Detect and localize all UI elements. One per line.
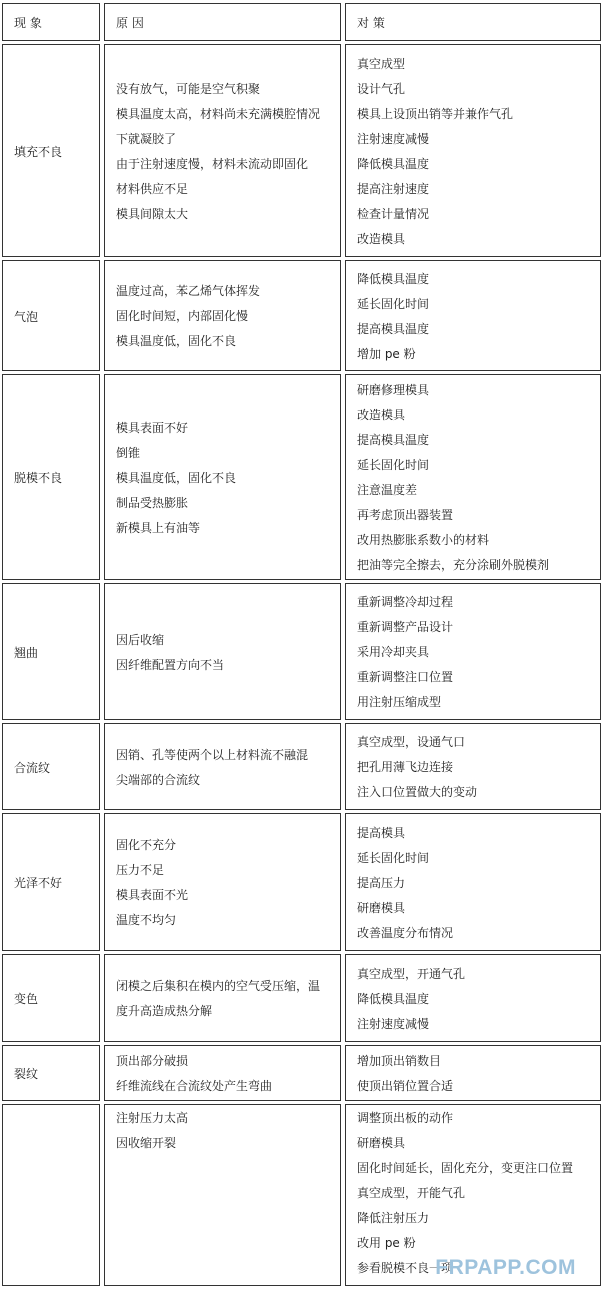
solution-line: 改造模具 (357, 232, 406, 246)
phenomenon-cell (2, 1104, 100, 1286)
cause-line: 顶出部分破损 (116, 1054, 189, 1068)
phenomenon-label: 填充不良 (14, 145, 63, 159)
solution-line: 真空成型 (357, 57, 406, 71)
phenomenon-cell (2, 260, 100, 371)
phenomenon-cell (2, 954, 100, 1042)
solution-line: 改用 pe 粉 (357, 1236, 416, 1250)
solution-line: 真空成型，设通气口 (357, 735, 466, 749)
solution-line: 改用热膨胀系数小的材料 (357, 533, 490, 547)
header-solution-label: 对 策 (357, 16, 385, 30)
phenomenon-cell (2, 1045, 100, 1101)
solution-line: 重新调整产品设计 (357, 620, 454, 634)
cause-line: 注射压力太高 (116, 1111, 189, 1125)
solution-line: 模具上设顶出销等并兼作气孔 (357, 107, 514, 121)
solution-line: 改造模具 (357, 408, 406, 422)
solution-line: 降低模具温度 (357, 157, 430, 171)
cause-line: 温度过高，苯乙烯气体挥发 (116, 284, 261, 298)
cause-line: 因纤维配置方向不当 (116, 658, 225, 672)
phenomenon-label: 合流纹 (14, 761, 51, 775)
cause-line: 由于注射速度慢，材料未流动即固化 (116, 157, 309, 171)
cause-cell (104, 813, 341, 951)
cause-line: 下就凝胶了 (116, 132, 177, 146)
solution-line: 重新调整冷却过程 (357, 595, 454, 609)
cause-line: 制品受热膨胀 (116, 496, 189, 510)
solution-line: 研磨模具 (357, 1136, 406, 1150)
solution-line: 降低模具温度 (357, 272, 430, 286)
solution-line: 真空成型，开能气孔 (357, 1186, 466, 1200)
cause-line: 模具温度低，固化不良 (116, 334, 237, 348)
solution-line: 使顶出销位置合适 (357, 1079, 454, 1093)
solution-cell (345, 813, 601, 951)
solution-cell (345, 44, 601, 257)
solution-line: 提高模具温度 (357, 322, 430, 336)
solution-line: 提高模具 (357, 826, 406, 840)
solution-line: 注射速度减慢 (357, 132, 430, 146)
solution-line: 研磨修理模具 (357, 383, 430, 397)
cause-cell (104, 1045, 341, 1101)
cause-line: 新模具上有油等 (116, 521, 201, 535)
phenomenon-cell (2, 723, 100, 810)
cause-cell (104, 260, 341, 371)
cause-cell (104, 954, 341, 1042)
solution-cell (345, 374, 601, 580)
phenomenon-label: 气泡 (14, 310, 39, 324)
header-cause-label: 原 因 (116, 16, 144, 30)
cause-line: 模具温度低，固化不良 (116, 471, 237, 485)
solution-line: 研磨模具 (357, 901, 406, 915)
solution-line: 设计气孔 (357, 82, 406, 96)
cause-cell (104, 583, 341, 720)
phenomenon-cell (2, 583, 100, 720)
solution-line: 提高压力 (357, 876, 406, 890)
cause-line: 模具表面不光 (116, 888, 189, 902)
phenomenon-label: 光泽不好 (14, 876, 63, 890)
phenomenon-cell (2, 44, 100, 257)
solution-line: 提高注射速度 (357, 182, 430, 196)
solution-line: 采用冷却夹具 (357, 645, 430, 659)
cause-line: 模具表面不好 (116, 421, 189, 435)
header-solution (345, 3, 601, 41)
cause-line: 因收缩开裂 (116, 1136, 177, 1150)
cause-line: 闭模之后集积在模内的空气受压缩，温 (116, 979, 321, 993)
cause-line: 纤维流线在合流纹处产生弯曲 (116, 1079, 273, 1093)
cause-line: 因后收缩 (116, 633, 165, 647)
cause-line: 模具间隙太大 (116, 207, 189, 221)
solution-line: 延长固化时间 (357, 851, 430, 865)
solution-line: 改善温度分布情况 (357, 926, 454, 940)
cause-cell (104, 44, 341, 257)
solution-line: 用注射压缩成型 (357, 695, 442, 709)
cause-cell (104, 723, 341, 810)
header-cause (104, 3, 341, 41)
solution-line: 再考虑顶出器装置 (357, 508, 454, 522)
solution-line: 增加顶出销数目 (357, 1054, 442, 1068)
solution-line: 注入口位置做大的变动 (357, 785, 478, 799)
cause-line: 模具温度太高，材料尚未充满模腔情况 (116, 107, 321, 121)
cause-line: 因销、孔等使两个以上材料流不融混 (116, 748, 309, 762)
solution-line: 调整顶出板的动作 (357, 1111, 454, 1125)
phenomenon-label: 翘曲 (14, 646, 39, 660)
solution-line: 降低注射压力 (357, 1211, 430, 1225)
cause-line: 材料供应不足 (116, 182, 189, 196)
solution-line: 延长固化时间 (357, 458, 430, 472)
solution-cell (345, 954, 601, 1042)
solution-line: 注射速度减慢 (357, 1017, 430, 1031)
phenomenon-label: 脱模不良 (14, 471, 63, 485)
solution-line: 注意温度差 (357, 483, 418, 497)
cause-line: 倒锥 (116, 446, 141, 460)
cause-line: 尖端部的合流纹 (116, 773, 201, 787)
solution-line: 把孔用薄飞边连接 (357, 760, 454, 774)
solution-line: 检查计量情况 (357, 207, 430, 221)
solution-line: 重新调整注口位置 (357, 670, 454, 684)
solution-line: 真空成型，开通气孔 (357, 967, 466, 981)
solution-line: 延长固化时间 (357, 297, 430, 311)
solution-line: 把油等完全擦去，充分涂刷外脱模剂 (357, 558, 550, 572)
cause-line: 压力不足 (116, 863, 165, 877)
solution-line: 降低模具温度 (357, 992, 430, 1006)
solution-cell (345, 1045, 601, 1101)
phenomenon-label: 裂纹 (14, 1067, 39, 1081)
cause-line: 固化时间短，内部固化慢 (116, 309, 249, 323)
solution-cell (345, 723, 601, 810)
solution-cell (345, 583, 601, 720)
solution-line: 参看脱模不良一项 (357, 1261, 454, 1275)
phenomenon-cell (2, 813, 100, 951)
cause-line: 没有放气，可能是空气积聚 (116, 82, 261, 96)
cause-cell (104, 1104, 341, 1286)
cause-line: 度升高造成热分解 (116, 1004, 213, 1018)
header-phenomenon-label: 现 象 (14, 16, 42, 30)
phenomenon-cell (2, 374, 100, 580)
solution-line: 增加 pe 粉 (357, 347, 416, 361)
solution-line: 提高模具温度 (357, 433, 430, 447)
cause-cell (104, 374, 341, 580)
solution-cell (345, 260, 601, 371)
cause-line: 温度不均匀 (116, 913, 177, 927)
watermark: FRPAPP.COM (435, 1256, 576, 1279)
phenomenon-label: 变色 (14, 992, 39, 1006)
solution-line: 固化时间延长，固化充分，变更注口位置 (357, 1161, 574, 1175)
header-phenomenon (2, 3, 100, 41)
cause-line: 固化不充分 (116, 838, 177, 852)
